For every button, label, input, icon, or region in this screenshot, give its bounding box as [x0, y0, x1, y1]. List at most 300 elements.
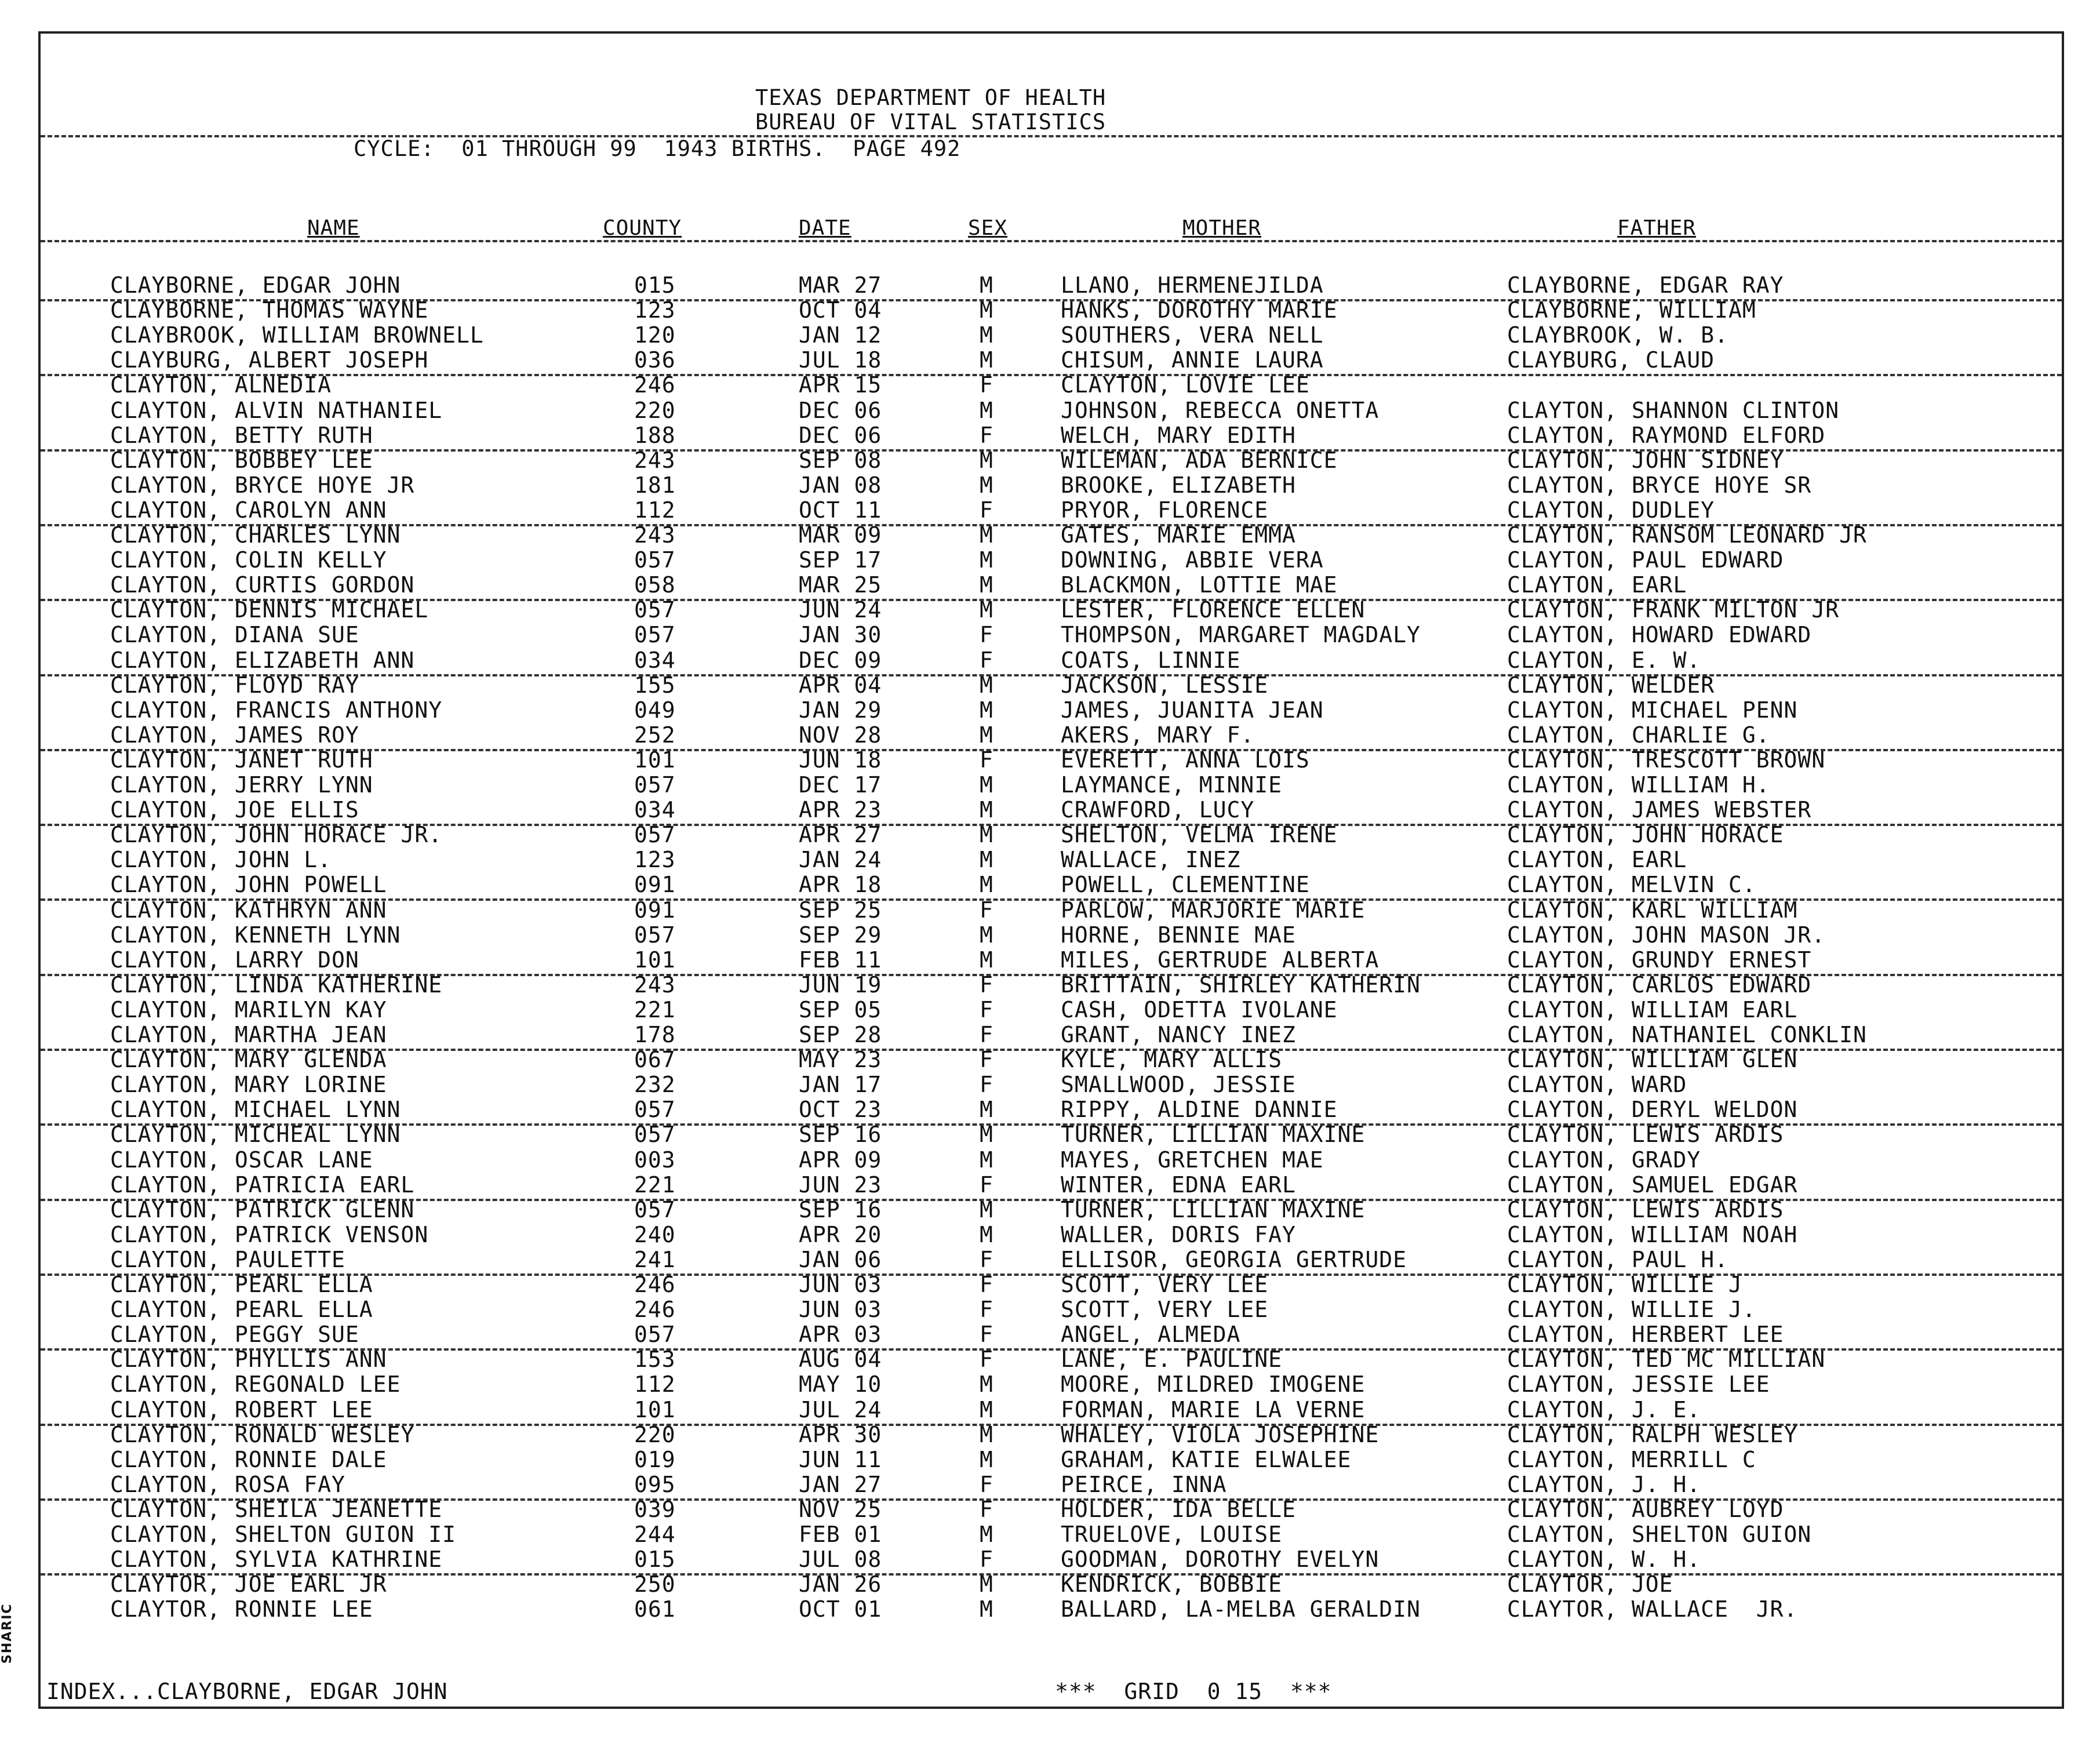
table-row	[41, 699, 2062, 724]
cell-mother: HOLDER, IDA BELLE	[1061, 1496, 1296, 1522]
cell-mother: COATS, LINNIE	[1061, 647, 1241, 673]
cell-mother: WINTER, EDNA EARL	[1061, 1172, 1296, 1198]
table-row	[41, 1123, 2062, 1148]
cell-sex: M	[980, 847, 993, 873]
cell-sex: M	[980, 397, 993, 423]
cell-mother: WALLER, DORIS FAY	[1061, 1221, 1296, 1247]
cell-name: CLAYTON, KENNETH LYNN	[110, 922, 401, 948]
cell-name: CLAYTON, ROSA FAY	[110, 1471, 345, 1497]
cell-county: 039	[634, 1496, 676, 1522]
cell-father: CLAYTON, MERRILL C	[1507, 1446, 1756, 1472]
cell-name: CLAYTON, PEARL ELLA	[110, 1272, 373, 1297]
column-header-name: NAME	[307, 216, 360, 240]
cell-date: JUN 03	[799, 1272, 882, 1297]
cell-county: 155	[634, 672, 676, 698]
cell-name: CLAYTON, RONALD WESLEY	[110, 1421, 415, 1447]
cell-sex: M	[980, 1221, 993, 1247]
cell-county: 019	[634, 1446, 676, 1472]
table-row	[41, 899, 2062, 924]
table-row	[41, 1274, 2062, 1298]
cell-sex: F	[980, 372, 993, 398]
cell-sex: M	[980, 1396, 993, 1423]
cell-father: CLAYTOR, JOE	[1507, 1571, 1673, 1598]
cell-mother: LAYMANCE, MINNIE	[1061, 772, 1283, 798]
cell-name: CLAYTON, LARRY DON	[110, 947, 359, 973]
table-row	[41, 449, 2062, 474]
cell-name: CLAYTON, DIANA SUE	[110, 622, 359, 648]
table-row	[41, 299, 2062, 324]
cell-date: SEP 05	[799, 996, 882, 1023]
table-row	[41, 1348, 2062, 1373]
table-row	[41, 974, 2062, 999]
cell-county: 057	[634, 547, 676, 573]
table-row	[41, 1498, 2062, 1523]
cell-sex: F	[980, 647, 993, 673]
cell-mother: DOWNING, ABBIE VERA	[1061, 547, 1324, 573]
cell-county: 240	[634, 1221, 676, 1247]
table-row	[41, 474, 2062, 499]
cell-sex: F	[980, 1297, 993, 1323]
cell-sex: M	[980, 1596, 993, 1622]
cell-county: 220	[634, 1421, 676, 1447]
cell-sex: M	[980, 1122, 993, 1148]
cell-father: CLAYTON, CARLOS EDWARD	[1507, 972, 1812, 998]
cell-mother: MILES, GERTRUDE ALBERTA	[1061, 947, 1380, 973]
cell-county: 246	[634, 1297, 676, 1323]
cell-mother: AKERS, MARY F.	[1061, 722, 1255, 748]
cell-date: JUN 03	[799, 1297, 882, 1323]
cell-sex: M	[980, 1371, 993, 1398]
cell-father: CLAYTON, EARL	[1507, 847, 1687, 873]
cell-father: CLAYTON, RAYMOND ELFORD	[1507, 422, 1826, 448]
cell-mother: KENDRICK, BOBBIE	[1061, 1571, 1283, 1598]
cell-sex: M	[980, 597, 993, 623]
cell-mother: BROOKE, ELIZABETH	[1061, 472, 1296, 498]
cell-name: CLAYTON, KATHRYN ANN	[110, 897, 387, 923]
cell-name: CLAYTON, JANET RUTH	[110, 747, 373, 773]
cell-father: CLAYTON, SHELTON GUION	[1507, 1522, 1812, 1547]
cell-county: 058	[634, 572, 676, 598]
cell-date: NOV 25	[799, 1496, 882, 1522]
cell-date: APR 03	[799, 1322, 882, 1348]
cell-name: CLAYTON, OSCAR LANE	[110, 1147, 373, 1173]
cell-father: CLAYBROOK, W. B.	[1507, 322, 1729, 348]
cell-father: CLAYTON, TED MC MILLIAN	[1507, 1347, 1826, 1373]
cell-county: 057	[634, 1322, 676, 1348]
cell-father: CLAYTON, WILLIAM EARL	[1507, 996, 1798, 1023]
cell-sex: F	[980, 996, 993, 1023]
cell-father: CLAYTON, WILLIAM NOAH	[1507, 1221, 1798, 1247]
cell-county: 057	[634, 597, 676, 623]
cell-mother: WHALEY, VIOLA JOSEPHINE	[1061, 1421, 1380, 1447]
cell-father: CLAYBORNE, EDGAR RAY	[1507, 272, 1784, 298]
cell-father: CLAYTON, HERBERT LEE	[1507, 1322, 1784, 1348]
cell-date: JUN 18	[799, 747, 882, 773]
cell-name: CLAYBORNE, EDGAR JOHN	[110, 272, 401, 298]
cell-father: CLAYTON, LEWIS ARDIS	[1507, 1122, 1784, 1148]
cell-sex: M	[980, 322, 993, 348]
table-row	[41, 599, 2062, 624]
cell-date: JUN 11	[799, 1446, 882, 1472]
cell-father: CLAYTON, FRANK MILTON JR	[1507, 597, 1840, 623]
cell-name: CLAYTON, PHYLLIS ANN	[110, 1347, 387, 1373]
cell-sex: M	[980, 1196, 993, 1223]
cell-mother: WALLACE, INEZ	[1061, 847, 1241, 873]
cell-date: SEP 08	[799, 447, 882, 473]
cell-date: JAN 26	[799, 1571, 882, 1598]
cell-date: OCT 23	[799, 1097, 882, 1123]
table-row	[41, 1373, 2062, 1398]
cell-name: CLAYTON, JAMES ROY	[110, 722, 359, 748]
cell-county: 188	[634, 422, 676, 448]
cell-date: APR 27	[799, 822, 882, 848]
cell-mother: ELLISOR, GEORGIA GERTRUDE	[1061, 1246, 1407, 1272]
cell-sex: F	[980, 497, 993, 523]
cell-county: 034	[634, 797, 676, 823]
cell-county: 244	[634, 1522, 676, 1547]
cell-date: MAY 23	[799, 1047, 882, 1073]
cell-name: CLAYTON, JOHN L.	[110, 847, 332, 873]
cell-mother: BRITTAIN, SHIRLEY KATHERIN	[1061, 972, 1421, 998]
cell-sex: M	[980, 722, 993, 748]
table-row	[41, 1523, 2062, 1548]
cell-county: 034	[634, 647, 676, 673]
cell-mother: CRAWFORD, LUCY	[1061, 797, 1255, 823]
cell-mother: PARLOW, MARJORIE MARIE	[1061, 897, 1366, 923]
cell-county: 015	[634, 1547, 676, 1573]
cell-father: CLAYTON, EARL	[1507, 572, 1687, 598]
cell-mother: LANE, E. PAULINE	[1061, 1347, 1283, 1373]
cell-father: CLAYTON, NATHANIEL CONKLIN	[1507, 1022, 1867, 1047]
cell-mother: JACKSON, LESSIE	[1061, 672, 1269, 698]
cell-mother: BLACKMON, LOTTIE MAE	[1061, 572, 1338, 598]
cell-county: 181	[634, 472, 676, 498]
cell-mother: THOMPSON, MARGARET MAGDALY	[1061, 622, 1421, 648]
cell-sex: M	[980, 872, 993, 898]
cell-date: JUL 24	[799, 1396, 882, 1423]
table-row	[41, 349, 2062, 376]
footer-grid: *** GRID 0 15 ***	[1055, 1679, 1332, 1704]
cell-father: CLAYTOR, WALLACE JR.	[1507, 1596, 1798, 1622]
cycle-line: CYCLE: 01 THROUGH 99 1943 BIRTHS. PAGE 492	[354, 136, 961, 161]
table-row	[41, 1149, 2062, 1174]
side-tag: SHARIC	[0, 1603, 14, 1664]
cell-county: 123	[634, 847, 676, 873]
cell-name: CLAYTON, ALNEDIA	[110, 372, 332, 398]
cell-sex: F	[980, 897, 993, 923]
cell-date: APR 09	[799, 1147, 882, 1173]
cell-father: CLAYTON, DERYL WELDON	[1507, 1097, 1798, 1123]
cell-sex: M	[980, 472, 993, 498]
cell-date: OCT 11	[799, 497, 882, 523]
cell-mother: LESTER, FLORENCE ELLEN	[1061, 597, 1366, 623]
cell-date: JAN 30	[799, 622, 882, 648]
cell-father: CLAYTON, CHARLIE G.	[1507, 722, 1770, 748]
cell-date: MAR 25	[799, 572, 882, 598]
cell-county: 003	[634, 1147, 676, 1173]
cell-county: 120	[634, 322, 676, 348]
cell-county: 036	[634, 347, 676, 373]
cell-mother: TURNER, LILLIAN MAXINE	[1061, 1196, 1366, 1223]
cell-county: 049	[634, 697, 676, 723]
cell-sex: F	[980, 1471, 993, 1497]
cell-date: SEP 25	[799, 897, 882, 923]
cell-county: 095	[634, 1471, 676, 1497]
cell-father: CLAYTON, J. H.	[1507, 1471, 1701, 1497]
cell-mother: PEIRCE, INNA	[1061, 1471, 1227, 1497]
cell-name: CLAYTON, BOBBEY LEE	[110, 447, 373, 473]
cell-sex: M	[980, 1571, 993, 1598]
cell-mother: HORNE, BENNIE MAE	[1061, 922, 1296, 948]
cell-date: SEP 28	[799, 1022, 882, 1047]
cell-father: CLAYBURG, CLAUD	[1507, 347, 1715, 373]
cell-father: CLAYTON, J. E.	[1507, 1396, 1701, 1423]
table-row	[41, 774, 2062, 799]
cell-sex: F	[980, 422, 993, 448]
cell-name: CLAYTON, FLOYD RAY	[110, 672, 359, 698]
cell-father: CLAYTON, RALPH WESLEY	[1507, 1421, 1798, 1447]
cell-mother: EVERETT, ANNA LOIS	[1061, 747, 1310, 773]
cell-father: CLAYTON, HOWARD EDWARD	[1507, 622, 1812, 648]
cell-name: CLAYTON, PATRICIA EARL	[110, 1172, 415, 1198]
cell-father: CLAYBORNE, WILLIAM	[1507, 297, 1756, 323]
cell-sex: F	[980, 1322, 993, 1348]
cell-mother: JAMES, JUANITA JEAN	[1061, 697, 1324, 723]
cell-county: 153	[634, 1347, 676, 1373]
cell-father: CLAYTON, WELDER	[1507, 672, 1715, 698]
cell-mother: FORMAN, MARIE LA VERNE	[1061, 1396, 1366, 1423]
cell-sex: M	[980, 922, 993, 948]
cell-name: CLAYTON, RONNIE DALE	[110, 1446, 387, 1472]
cell-father: CLAYTON, BRYCE HOYE SR	[1507, 472, 1812, 498]
table-row	[41, 824, 2062, 849]
cell-county: 057	[634, 822, 676, 848]
cell-date: SEP 16	[799, 1122, 882, 1148]
cell-name: CLAYTON, SHEILA JEANETTE	[110, 1496, 443, 1522]
cell-county: 221	[634, 996, 676, 1023]
cell-name: CLAYTON, SYLVIA KATHRINE	[110, 1547, 443, 1573]
cell-mother: POWELL, CLEMENTINE	[1061, 872, 1310, 898]
cell-name: CLAYTON, FRANCIS ANTHONY	[110, 697, 443, 723]
cell-county: 057	[634, 1122, 676, 1148]
cell-father: CLAYTON, WARD	[1507, 1072, 1687, 1098]
cell-county: 101	[634, 1396, 676, 1423]
cell-name: CLAYTON, ELIZABETH ANN	[110, 647, 415, 673]
cell-name: CLAYBROOK, WILLIAM BROWNELL	[110, 322, 484, 348]
cell-name: CLAYBORNE, THOMAS WAYNE	[110, 297, 429, 323]
table-row	[41, 1074, 2062, 1098]
cell-county: 252	[634, 722, 676, 748]
cell-name: CLAYTON, PATRICK VENSON	[110, 1221, 429, 1247]
cell-father: CLAYTON, WILLIAM GLEN	[1507, 1047, 1798, 1073]
cell-name: CLAYTON, REGONALD LEE	[110, 1371, 401, 1398]
cell-name: CLAYTON, PATRICK GLENN	[110, 1196, 415, 1223]
cell-father: CLAYTON, GRUNDY ERNEST	[1507, 947, 1812, 973]
cell-sex: M	[980, 1097, 993, 1123]
cell-county: 241	[634, 1246, 676, 1272]
table-row	[41, 1049, 2062, 1074]
column-header-date: DATE	[799, 216, 851, 240]
cell-sex: M	[980, 822, 993, 848]
table-row	[41, 374, 2062, 399]
cell-mother: WILEMAN, ADA BERNICE	[1061, 447, 1338, 473]
cell-mother: CLAYTON, LOVIE LEE	[1061, 372, 1310, 398]
cell-mother: GOODMAN, DOROTHY EVELYN	[1061, 1547, 1380, 1573]
cell-name: CLAYTON, ROBERT LEE	[110, 1396, 373, 1423]
cell-date: FEB 11	[799, 947, 882, 973]
table-row	[41, 324, 2062, 349]
cell-county: 091	[634, 872, 676, 898]
cell-name: CLAYTON, DENNIS MICHAEL	[110, 597, 429, 623]
table-row	[41, 1598, 2062, 1623]
table-row	[41, 1421, 2062, 1449]
cell-father: CLAYTON, JOHN HORACE	[1507, 822, 1784, 848]
cell-mother: MOORE, MILDRED IMOGENE	[1061, 1371, 1366, 1398]
cell-date: JAN 29	[799, 697, 882, 723]
cell-county: 061	[634, 1596, 676, 1622]
cell-county: 057	[634, 1196, 676, 1223]
cell-name: CLAYTON, CAROLYN ANN	[110, 497, 387, 523]
bureau-title: BUREAU OF VITAL STATISTICS	[755, 110, 1107, 134]
cell-father: CLAYTON, PAUL EDWARD	[1507, 547, 1784, 573]
cell-county: 057	[634, 622, 676, 648]
cell-mother: CASH, ODETTA IVOLANE	[1061, 996, 1338, 1023]
cell-county: 246	[634, 1272, 676, 1297]
cell-name: CLAYTON, MARY LORINE	[110, 1072, 387, 1098]
cell-father: CLAYTON, MELVIN C.	[1507, 872, 1756, 898]
cell-mother: ANGEL, ALMEDA	[1061, 1322, 1241, 1348]
cell-sex: M	[980, 272, 993, 298]
cell-name: CLAYTON, COLIN KELLY	[110, 547, 387, 573]
cell-county: 246	[634, 372, 676, 398]
cell-father: CLAYTON, AUBREY LOYD	[1507, 1496, 1784, 1522]
table-row	[41, 1196, 2062, 1224]
column-header-mother: MOTHER	[1182, 216, 1262, 240]
cell-county: 243	[634, 522, 676, 548]
cell-date: JUL 08	[799, 1547, 882, 1573]
cell-mother: MAYES, GRETCHEN MAE	[1061, 1147, 1324, 1173]
cell-mother: TRUELOVE, LOUISE	[1061, 1522, 1283, 1547]
cell-name: CLAYTON, PAULETTE	[110, 1246, 345, 1272]
cell-date: MAR 09	[799, 522, 882, 548]
cell-county: 112	[634, 1371, 676, 1398]
cell-mother: SMALLWOOD, JESSIE	[1061, 1072, 1296, 1098]
cell-sex: M	[980, 347, 993, 373]
cell-name: CLAYTON, BETTY RUTH	[110, 422, 373, 448]
cell-county: 057	[634, 772, 676, 798]
cell-name: CLAYTON, MARILYN KAY	[110, 996, 387, 1023]
cell-sex: F	[980, 1496, 993, 1522]
cell-date: APR 15	[799, 372, 882, 398]
cell-date: FEB 01	[799, 1522, 882, 1547]
cell-sex: F	[980, 622, 993, 648]
cell-sex: F	[980, 972, 993, 998]
cell-sex: M	[980, 772, 993, 798]
cell-father: CLAYTON, WILLIAM H.	[1507, 772, 1770, 798]
cell-date: JUN 23	[799, 1172, 882, 1198]
cell-name: CLAYTON, SHELTON GUION II	[110, 1522, 456, 1547]
cell-date: JUL 18	[799, 347, 882, 373]
cell-father: CLAYTON, JESSIE LEE	[1507, 1371, 1770, 1398]
cell-mother: KYLE, MARY ALLIS	[1061, 1047, 1283, 1073]
cell-county: 243	[634, 447, 676, 473]
cell-sex: M	[980, 1421, 993, 1447]
cell-name: CLAYTON, JERRY LYNN	[110, 772, 373, 798]
cell-sex: F	[980, 1547, 993, 1573]
table-row	[41, 1446, 2062, 1474]
cell-county: 232	[634, 1072, 676, 1098]
cell-county: 220	[634, 397, 676, 423]
cell-date: JUN 19	[799, 972, 882, 998]
cell-sex: F	[980, 1072, 993, 1098]
cell-date: JUN 24	[799, 597, 882, 623]
cell-date: APR 23	[799, 797, 882, 823]
table-row	[41, 1221, 2062, 1249]
cell-father: CLAYTON, GRADY	[1507, 1147, 1701, 1173]
cell-date: SEP 17	[799, 547, 882, 573]
cell-date: JAN 17	[799, 1072, 882, 1098]
cell-date: MAY 10	[799, 1371, 882, 1398]
cell-date: DEC 09	[799, 647, 882, 673]
cell-name: CLAYTOR, RONNIE LEE	[110, 1596, 373, 1622]
cell-county: 178	[634, 1022, 676, 1047]
column-header-county: COUNTY	[603, 216, 682, 240]
cell-mother: JOHNSON, REBECCA ONETTA	[1061, 397, 1380, 423]
cell-sex: F	[980, 1022, 993, 1047]
cell-county: 057	[634, 1097, 676, 1123]
cell-sex: M	[980, 797, 993, 823]
cell-name: CLAYTON, PEARL ELLA	[110, 1297, 373, 1323]
cell-name: CLAYTON, MICHEAL LYNN	[110, 1122, 401, 1148]
cell-date: JAN 24	[799, 847, 882, 873]
agency-title: TEXAS DEPARTMENT OF HEALTH	[755, 85, 1107, 110]
cell-father: CLAYTON, PAUL H.	[1507, 1246, 1729, 1272]
cell-county: 015	[634, 272, 676, 298]
cell-county: 250	[634, 1571, 676, 1598]
cell-sex: M	[980, 1522, 993, 1547]
footer-index: INDEX...CLAYBORNE, EDGAR JOHN	[46, 1679, 448, 1704]
cell-sex: M	[980, 572, 993, 598]
cell-name: CLAYTON, JOE ELLIS	[110, 797, 359, 823]
cell-date: JAN 27	[799, 1471, 882, 1497]
cell-mother: BALLARD, LA-MELBA GERALDIN	[1061, 1596, 1421, 1622]
cell-name: CLAYTON, JOHN HORACE JR.	[110, 822, 443, 848]
cell-date: JAN 12	[799, 322, 882, 348]
cell-county: 221	[634, 1172, 676, 1198]
cell-sex: F	[980, 1272, 993, 1297]
cell-mother: LLANO, HERMENEJILDA	[1061, 272, 1324, 298]
cell-sex: M	[980, 672, 993, 698]
cell-mother: WELCH, MARY EDITH	[1061, 422, 1296, 448]
column-header-sex: SEX	[968, 216, 1008, 240]
cell-mother: GRAHAM, KATIE ELWALEE	[1061, 1446, 1352, 1472]
cell-county: 101	[634, 947, 676, 973]
cell-mother: GRANT, NANCY INEZ	[1061, 1022, 1296, 1047]
table-row	[41, 549, 2062, 574]
cell-sex: F	[980, 1347, 993, 1373]
cell-father: CLAYTON, RANSOM LEONARD JR	[1507, 522, 1867, 548]
column-header-father: FATHER	[1617, 216, 1697, 240]
cell-sex: M	[980, 447, 993, 473]
cell-name: CLAYTON, MARY GLENDA	[110, 1047, 387, 1073]
cell-father: CLAYTON, LEWIS ARDIS	[1507, 1196, 1784, 1223]
cell-name: CLAYTON, MARTHA JEAN	[110, 1022, 387, 1047]
cell-sex: M	[980, 547, 993, 573]
table-row	[41, 924, 2062, 949]
table-row	[41, 1573, 2062, 1598]
cell-father: CLAYTON, JOHN MASON JR.	[1507, 922, 1826, 948]
cell-mother: SHELTON, VELMA IRENE	[1061, 822, 1338, 848]
